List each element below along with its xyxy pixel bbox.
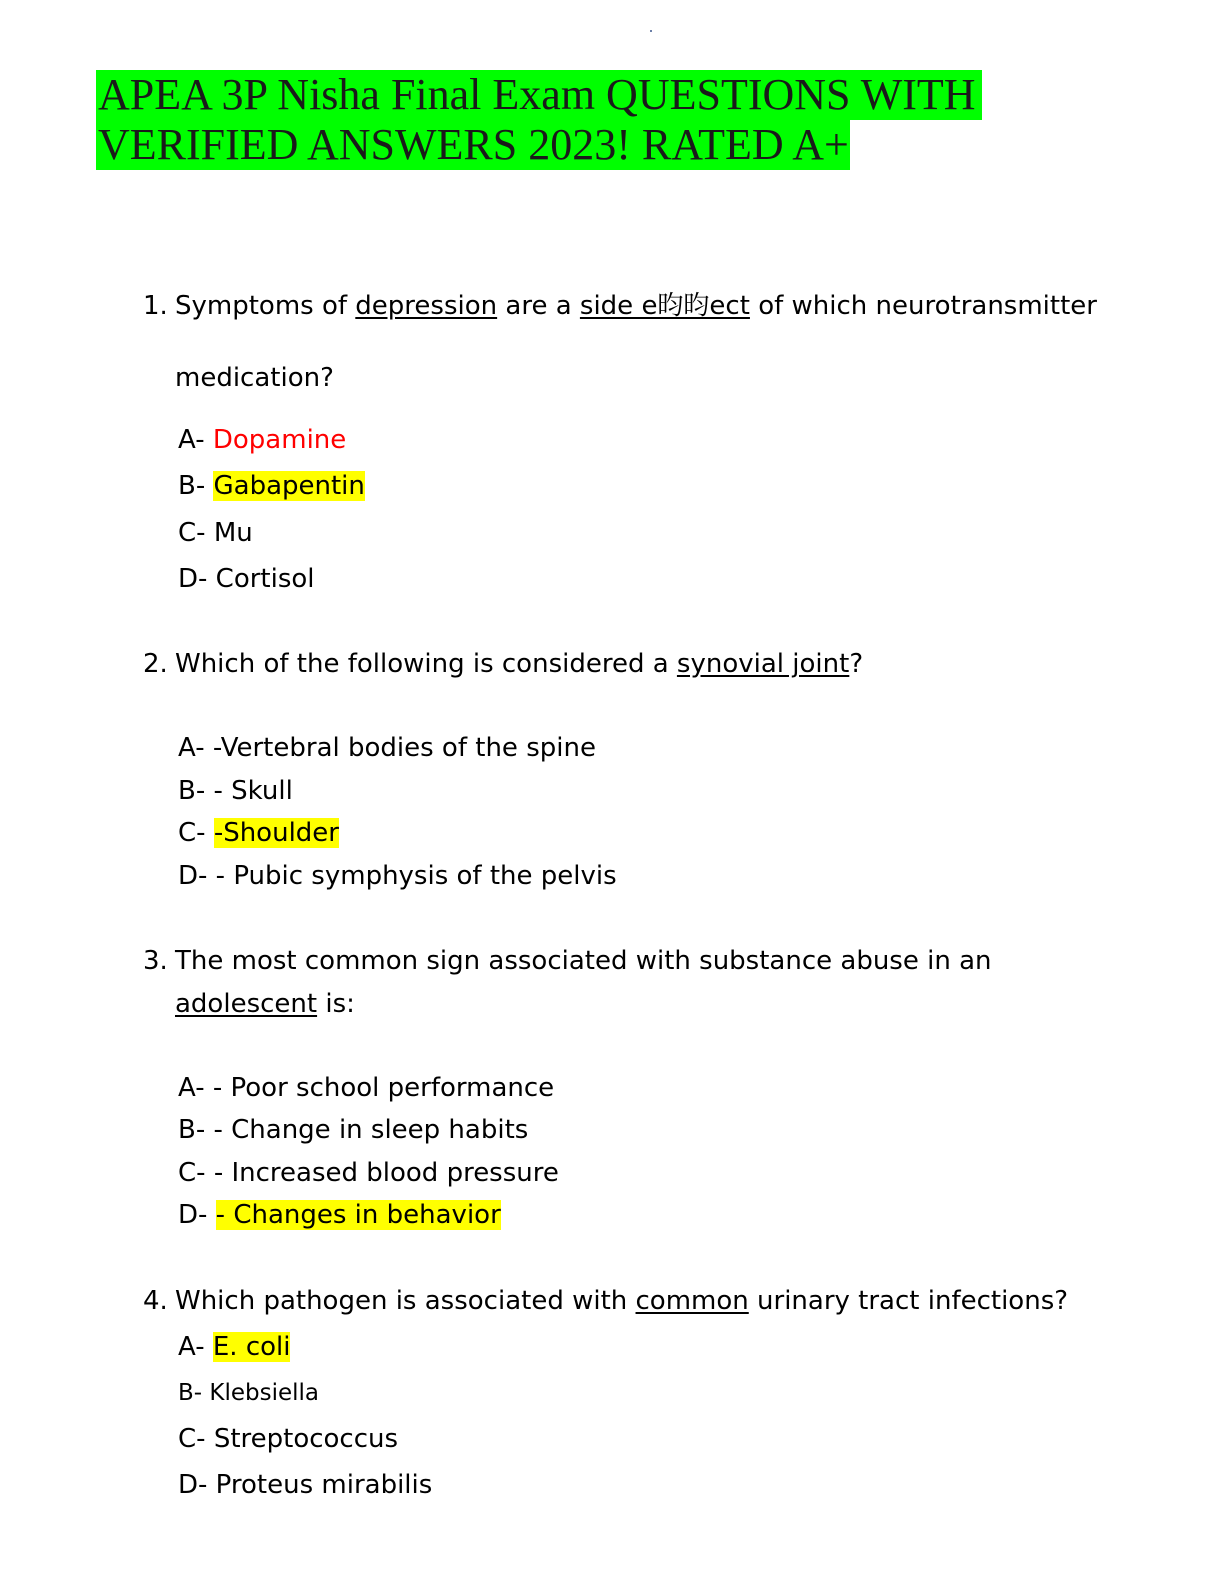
question-number: 2. <box>143 649 168 679</box>
option-1d <box>178 563 315 595</box>
option-4a <box>178 1331 290 1363</box>
option-2a <box>178 732 596 764</box>
option-text: Cortisol <box>215 564 315 594</box>
question-text: Symptoms of <box>175 291 356 321</box>
option-text: - Poor school performance <box>212 1073 555 1103</box>
option-1a <box>178 424 346 456</box>
option-text: Dopamine <box>212 425 347 455</box>
option-text: - Increased blood pressure <box>213 1158 559 1188</box>
option-prefix: C- <box>178 518 214 548</box>
underlined-term: common <box>635 1286 749 1316</box>
question-text: Which of the following is considered a <box>175 649 677 679</box>
title-line-1: APEA 3P Nisha Final Exam QUESTIONS WITH <box>96 70 982 120</box>
question-text: is: <box>317 989 355 1019</box>
question-text: Which pathogen is associated with <box>175 1286 636 1316</box>
option-text: Klebsiella <box>209 1380 320 1406</box>
highlighted-answer: - Changes in behavior <box>215 1200 501 1230</box>
page-dot-mark <box>650 30 652 32</box>
option-text: - Skull <box>213 776 293 806</box>
option-text: Mu <box>213 518 253 548</box>
option-text: Proteus mirabilis <box>215 1470 433 1500</box>
option-2d <box>178 860 617 892</box>
option-prefix: B- <box>178 1115 214 1145</box>
question-3 <box>143 945 992 977</box>
option-text: -Vertebral bodies of the spine <box>212 733 596 763</box>
option-prefix: C- <box>178 1424 214 1454</box>
option-prefix: B- <box>178 471 214 501</box>
question-text: The most common sign associated with substance abuse in an <box>175 946 992 976</box>
option-3d <box>178 1199 501 1231</box>
question-2 <box>143 648 863 680</box>
option-3a <box>178 1072 554 1104</box>
question-text: are a <box>497 291 580 321</box>
question-number: 3. <box>143 946 168 976</box>
option-4d <box>178 1469 432 1501</box>
option-prefix: A- <box>178 1332 213 1362</box>
option-prefix: D- <box>178 564 216 594</box>
option-3b <box>178 1114 528 1146</box>
title-line-2: VERIFIED ANSWERS 2023! RATED A+ <box>98 120 849 169</box>
option-prefix: D- <box>178 1470 216 1500</box>
question-3-continuation <box>175 988 355 1020</box>
option-prefix: A- <box>178 1073 213 1103</box>
question-text: urinary tract infections? <box>748 1286 1069 1316</box>
question-1 <box>143 290 1097 322</box>
option-prefix: B- <box>178 776 214 806</box>
highlighted-answer: E. coli <box>212 1332 291 1362</box>
option-prefix: B- <box>178 1380 210 1406</box>
question-number: 4. <box>143 1286 168 1316</box>
option-1c <box>178 517 253 549</box>
underlined-term: depression <box>355 291 498 321</box>
option-prefix: A- <box>178 733 213 763</box>
option-3c <box>178 1157 559 1189</box>
option-4b <box>178 1377 319 1409</box>
underlined-term: synovial joint <box>676 649 850 679</box>
question-4 <box>143 1285 1068 1317</box>
option-prefix: D- <box>178 1200 216 1230</box>
option-2c <box>178 817 339 849</box>
option-prefix: C- <box>178 1158 214 1188</box>
option-text: - Pubic symphysis of the pelvis <box>215 861 617 891</box>
option-1b <box>178 470 365 502</box>
option-4c <box>178 1423 398 1455</box>
highlighted-answer: Gabapentin <box>213 471 365 501</box>
highlighted-answer: -Shoulder <box>213 818 339 848</box>
option-text: Streptococcus <box>213 1424 399 1454</box>
underlined-term: side e昀昀ect <box>579 291 750 321</box>
option-prefix: D- <box>178 861 216 891</box>
option-prefix: A- <box>178 425 213 455</box>
question-text: of which neurotransmitter <box>749 291 1097 321</box>
underlined-term: adolescent <box>175 989 318 1019</box>
option-text: - Change in sleep habits <box>213 1115 529 1145</box>
question-1-continuation: medication? <box>175 363 334 393</box>
option-2b <box>178 775 293 807</box>
question-text: ? <box>849 649 864 679</box>
option-prefix: C- <box>178 818 214 848</box>
question-number: 1. <box>143 291 168 321</box>
